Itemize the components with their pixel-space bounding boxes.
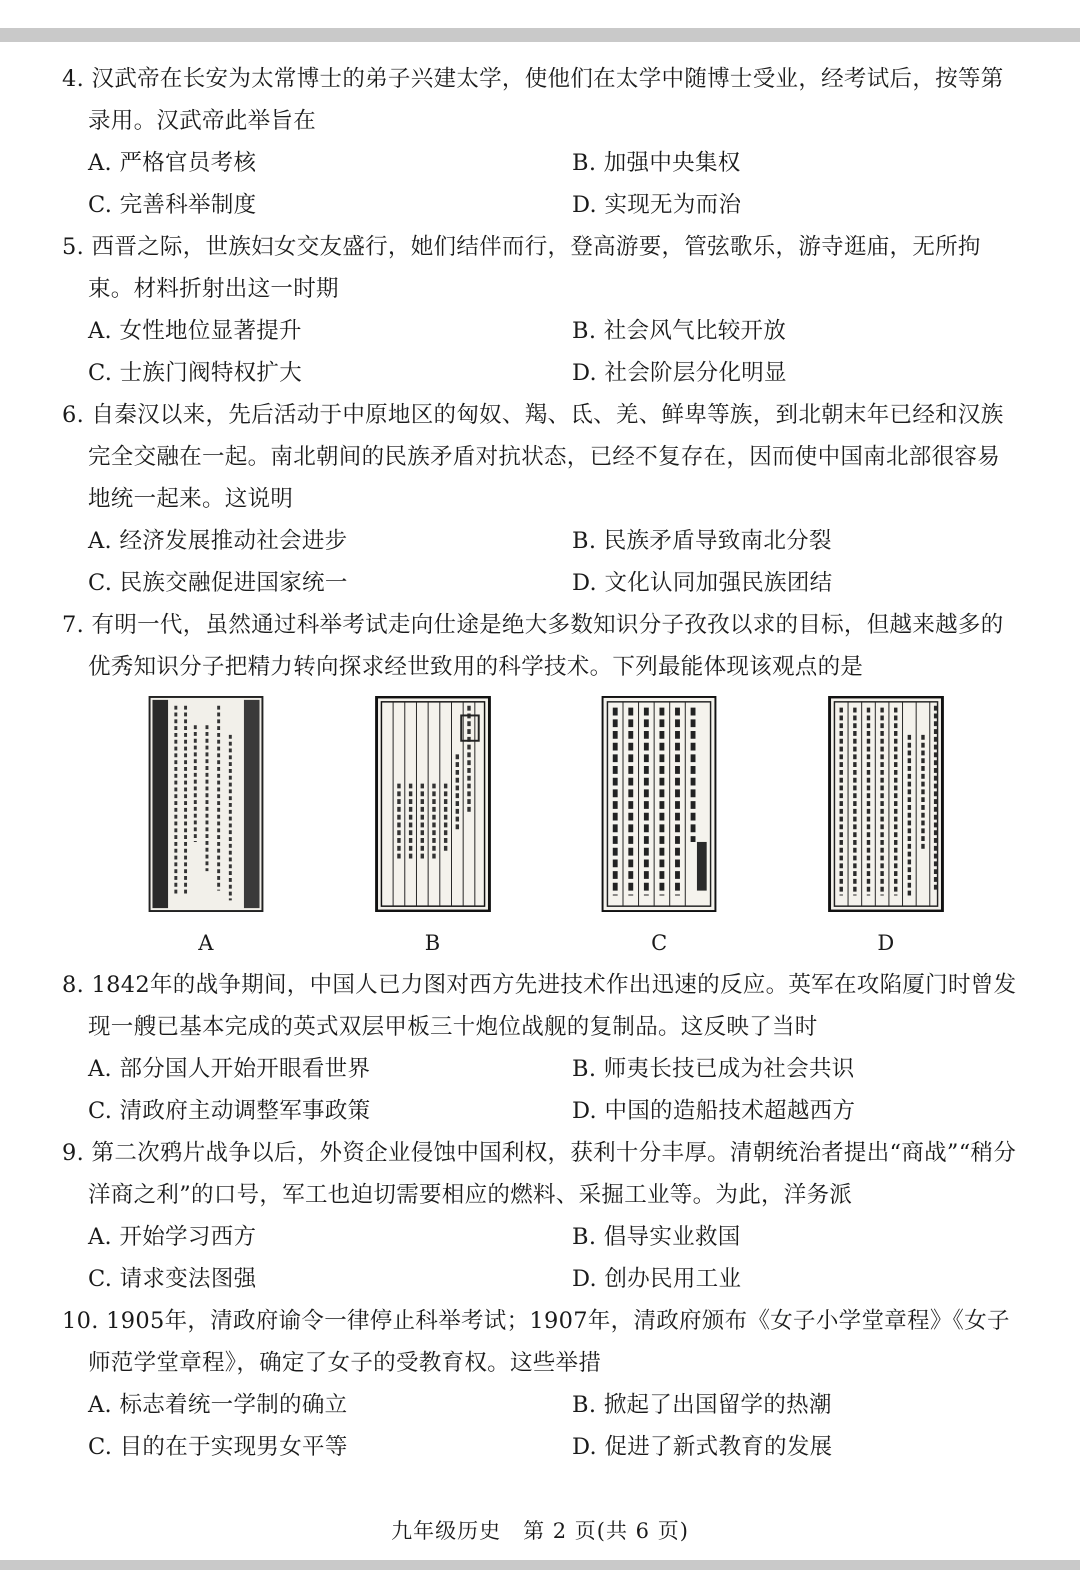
book-page-image: [147, 696, 265, 912]
figure-row: [62, 688, 1022, 964]
question-8: [62, 964, 1022, 1132]
option-b[interactable]: B. 加强中央集权: [572, 150, 741, 176]
option-grid: [62, 142, 1022, 226]
option-d[interactable]: D. 创办民用工业: [572, 1266, 742, 1292]
question-stem: 7. 有明一代，虽然通过科举考试走向仕途是绝大多数知识分子孜孜以求的目标，但越来越多的优秀知识分子把精力转向探求经世致用的科学技术。下列最能体现该观点的是: [62, 612, 1004, 680]
option-b[interactable]: B. 掀起了出国留学的热潮: [572, 1392, 832, 1418]
option-grid: [62, 1048, 1022, 1132]
figure-a[interactable]: [106, 696, 306, 964]
option-c[interactable]: C. 请求变法图强: [88, 1266, 257, 1292]
option-a[interactable]: A. 女性地位显著提升: [88, 318, 302, 344]
option-c[interactable]: C. 完善科举制度: [88, 192, 257, 218]
exam-page: [62, 58, 1022, 1468]
option-b[interactable]: B. 民族矛盾导致南北分裂: [572, 528, 832, 554]
option-a[interactable]: A. 开始学习西方: [88, 1224, 257, 1250]
option-grid: [62, 1216, 1022, 1300]
option-grid: [62, 1384, 1022, 1468]
option-a[interactable]: A. 严格官员考核: [88, 150, 257, 176]
book-page-image: [827, 696, 945, 912]
option-grid: [62, 310, 1022, 394]
option-d[interactable]: D. 文化认同加强民族团结: [572, 570, 833, 596]
option-c[interactable]: C. 清政府主动调整军事政策: [88, 1098, 371, 1124]
question-7: [62, 604, 1022, 964]
option-d[interactable]: D. 中国的造船技术超越西方: [572, 1098, 856, 1124]
question-4: [62, 58, 1022, 226]
question-stem: 10. 1905年，清政府谕令一律停止科举考试；1907年，清政府颁布《女子小学堂章程》《女子师范学堂章程》，确定了女子的受教育权。这些举措: [62, 1308, 1010, 1376]
question-6: [62, 394, 1022, 604]
option-c[interactable]: C. 士族门阀特权扩大: [88, 360, 303, 386]
option-c[interactable]: C. 目的在于实现男女平等: [88, 1434, 348, 1460]
question-9: [62, 1132, 1022, 1300]
book-page-image: [374, 696, 492, 912]
question-5: [62, 226, 1022, 394]
question-stem: 6. 自秦汉以来，先后活动于中原地区的匈奴、羯、氐、羌、鲜卑等族，到北朝末年已经和汉族完全交融在一起。南北朝间的民族矛盾对抗状态，已经不复存在，因而使中国南北部很容易地统一起来。这说明: [62, 402, 1004, 512]
option-d[interactable]: D. 社会阶层分化明显: [572, 360, 787, 386]
figure-b[interactable]: [333, 696, 533, 964]
option-a[interactable]: A. 部分国人开始开眼看世界: [88, 1056, 371, 1082]
book-page-image: [600, 696, 718, 912]
question-stem: 8. 1842年的战争期间，中国人已力图对西方先进技术作出迅速的反应。英军在攻陷厦门时曾发现一艘已基本完成的英式双层甲板三十炮位战舰的复制品。这反映了当时: [62, 972, 1017, 1040]
question-stem: 5. 西晋之际，世族妇女交友盛行，她们结伴而行，登高游要，管弦歌乐，游寺逛庙，无所拘束。材料折射出这一时期: [62, 234, 981, 302]
option-b[interactable]: B. 师夷长技已成为社会共识: [572, 1056, 855, 1082]
option-b[interactable]: B. 倡导实业救国: [572, 1224, 741, 1250]
option-a[interactable]: A. 经济发展推动社会进步: [88, 528, 348, 554]
option-grid: [62, 520, 1022, 604]
question-stem: 9. 第二次鸦片战争以后，外资企业侵蚀中国利权，获利十分丰厚。清朝统治者提出“商战”“稍分洋商之利”的口号，军工也迫切需要相应的燃料、采掘工业等。为此，洋务派: [62, 1140, 1017, 1208]
figure-d[interactable]: [786, 696, 986, 964]
bottom-border: [0, 1560, 1080, 1570]
top-border: [0, 28, 1080, 42]
figure-label: C: [651, 931, 668, 955]
question-stem: 4. 汉武帝在长安为太常博士的弟子兴建太学，使他们在太学中随博士受业，经考试后，按等第录用。汉武帝此举旨在: [62, 66, 1004, 134]
option-b[interactable]: B. 社会风气比较开放: [572, 318, 787, 344]
figure-label: D: [877, 931, 895, 955]
option-d[interactable]: D. 实现无为而治: [572, 192, 742, 218]
option-a[interactable]: A. 标志着统一学制的确立: [88, 1392, 348, 1418]
page-footer: 九年级历史 第 2 页(共 6 页): [391, 1519, 689, 1543]
figure-c[interactable]: [559, 696, 759, 964]
question-10: [62, 1300, 1022, 1468]
figure-label: A: [198, 931, 214, 955]
figure-label: B: [424, 931, 441, 955]
option-c[interactable]: C. 民族交融促进国家统一: [88, 570, 348, 596]
option-d[interactable]: D. 促进了新式教育的发展: [572, 1434, 833, 1460]
